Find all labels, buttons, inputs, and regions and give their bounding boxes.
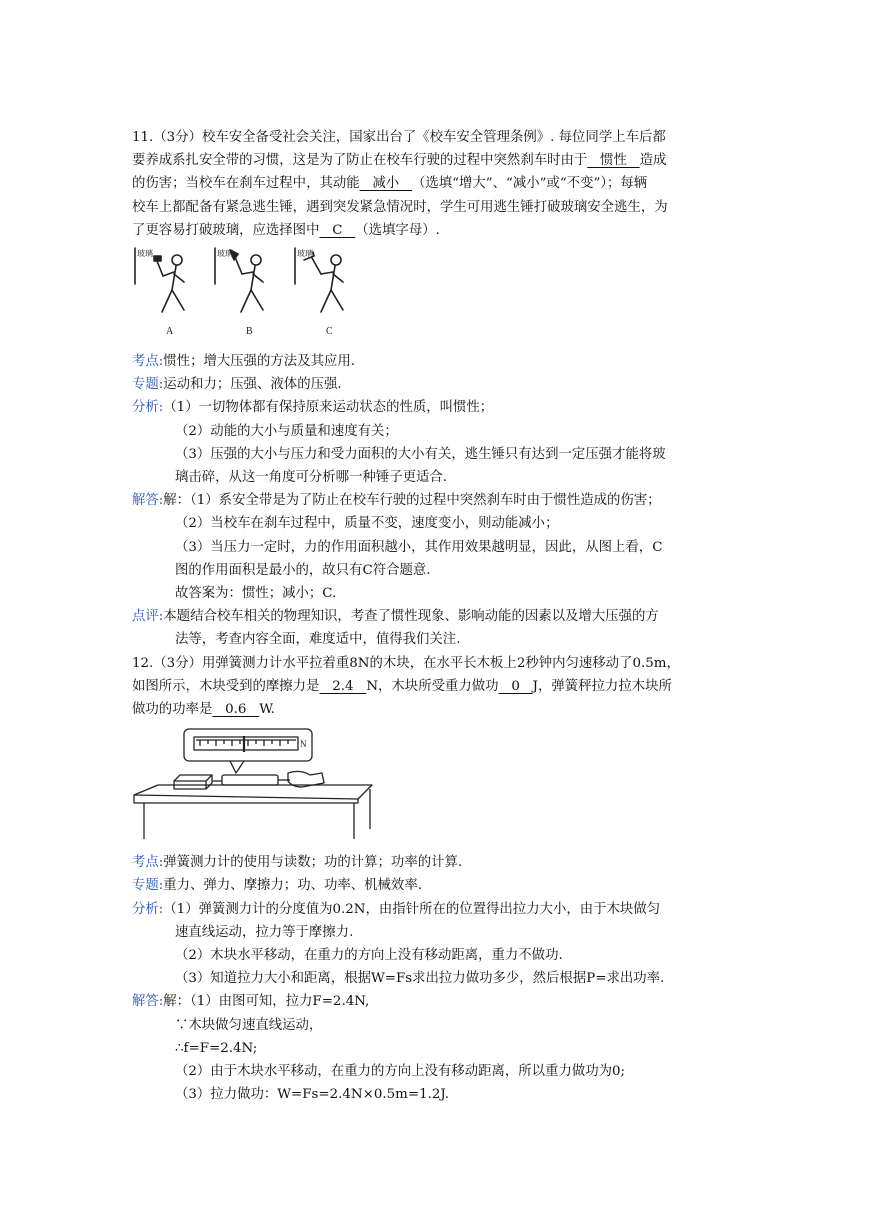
q11-dianping-line: 法等，考查内容全面，难度适中，值得我们关注. — [175, 632, 461, 648]
jieda-label: 解答: — [132, 493, 164, 509]
q11-stem-line-1: 11.（3分）校车安全备受社会关注，国家出台了《校车安全管理条例》. 每位同学上车后都 — [132, 130, 666, 145]
q12-stem-line-3: 做功的功率是 0.6 W. — [132, 702, 275, 718]
spring-scale-figure — [132, 727, 382, 843]
q12-jieda-line: （2）由于木块水平移动，在重力的方向上没有移动距离，所以重力做功为0; — [175, 1064, 626, 1080]
q12-jieda-line: （3）拉力做功：W=Fs=2.4N×0.5m=1.2J. — [175, 1087, 449, 1103]
kaodian-label: 考点: — [132, 855, 164, 871]
fenxi-label: 分析: — [132, 400, 164, 416]
glass-label-c: 玻璃 — [297, 249, 313, 259]
figure-label-b: B — [246, 326, 253, 338]
q11-zhuanti: 专题:运动和力；压强、液体的压强. — [132, 377, 342, 393]
q11-answer-3: C — [319, 222, 356, 238]
q11-kaodian: 考点:惯性；增大压强的方法及其应用. — [132, 354, 356, 370]
figure-label-a: A — [166, 326, 174, 338]
figure-label-c: C — [326, 326, 333, 338]
q11-jieda-line: 图的作用面积是最小的，故只有C符合题意. — [175, 562, 431, 578]
q12-kaodian: 考点:弹簧测力计的使用与读数；功的计算；功率的计算. — [132, 855, 463, 871]
q11-answer-1: 惯性 — [587, 153, 640, 169]
q12-fenxi-line: （2）木块水平移动，在重力的方向上没有移动距离，重力不做功. — [175, 948, 563, 964]
q11-fenxi-line: （2）动能的大小与质量和速度有关； — [175, 423, 398, 439]
q11-jieda-line: （3）当压力一定时，力的作用面积越小，其作用效果越明显，因此，从图上看，C — [175, 539, 663, 555]
jieda-label: 解答: — [132, 994, 164, 1010]
q11-jieda-line: （2）当校车在刹车过程中，质量不变，速度变小，则动能减小； — [175, 516, 559, 532]
q12-fenxi-line: （3）知道拉力大小和距离，根据W=Fs求出拉力做功多少，然后根据P=求出功率. — [175, 971, 665, 987]
kaodian-label: 考点: — [132, 354, 164, 370]
q12-answer-1: 2.4 — [319, 678, 367, 694]
glass-label-a: 玻璃 — [137, 249, 153, 259]
q11-dianping: 点评:本题结合校车相关的物理知识，考查了惯性现象、影响动能的因素以及增大压强的方 — [132, 609, 659, 625]
zhuanti-label: 专题: — [132, 377, 164, 393]
q11-jieda-line: 故答案为：惯性；减小；C. — [175, 586, 337, 602]
q11-stem-line-5: 了更容易打破玻璃，应选择图中 C （选填字母）. — [132, 222, 440, 238]
q11-answer-2: 减小 — [359, 176, 412, 192]
q11-stem-line-3: 的伤害；当校车在刹车过程中，其动能 减小 （选填“增大”、“减小”或“不变”）；每辆 — [132, 176, 648, 192]
document-page — [132, 126, 772, 1107]
q11-stem-line-4: 校车上都配备有紧急逃生锤，遇到突发紧急情况时，学生可用逃生锤打破玻璃安全逃生，为 — [132, 199, 668, 215]
q12-zhuanti: 专题:重力、弹力、摩擦力；功、功率、机械效率. — [132, 878, 422, 894]
q12-answer-3: 0.6 — [212, 702, 260, 718]
q12-answer-2: 0 — [498, 678, 533, 694]
hammer-figure — [132, 244, 372, 340]
unit-label-n: N — [300, 739, 307, 750]
q12-jieda-line: ∴f=F=2.4N; — [175, 1040, 258, 1056]
dianping-label: 点评: — [132, 609, 164, 625]
q12-jieda-line: ∵木块做匀速直线运动， — [175, 1017, 323, 1033]
q11-fenxi-line: 璃击碎，从这一角度可分析哪一种锤子更适合. — [175, 470, 448, 486]
q11-stem-line-2: 要养成系扎安全带的习惯，这是为了防止在校车行驶的过程中突然刹车时由于 惯性 造成 — [132, 153, 667, 169]
q11-fenxi: 分析:（1）一切物体都有保持原来运动状态的性质，叫惯性； — [132, 400, 494, 416]
q12-stem-line-1: 12.（3分）用弹簧测力计水平拉着重8N的木块，在水平长木板上2秒钟内匀速移动了0.5m， — [132, 655, 680, 671]
q11-fenxi-line: （3）压强的大小与压力和受力面积的大小有关，逃生锤只有达到一定压强才能将玻 — [175, 446, 666, 462]
q12-fenxi-line: 速直线运动，拉力等于摩擦力. — [175, 924, 354, 940]
q12-jieda: 解答:解：（1）由图可知，拉力F=2.4N, — [132, 994, 370, 1010]
q12-fenxi: 分析:（1）弹簧测力计的分度值为0.2N，由指针所在的位置得出拉力大小，由于木块做匀 — [132, 901, 661, 917]
q11-jieda: 解答:解：（1）系安全带是为了防止在校车行驶的过程中突然刹车时由于惯性造成的伤害； — [132, 493, 661, 509]
fenxi-label: 分析: — [132, 901, 164, 917]
zhuanti-label: 专题: — [132, 878, 164, 894]
q12-stem-line-2: 如图所示，木块受到的摩擦力是 2.4 N，木块所受重力做功 0 J，弹簧秤拉力拉木块所 — [132, 678, 672, 694]
glass-label-b: 玻璃 — [217, 249, 233, 259]
